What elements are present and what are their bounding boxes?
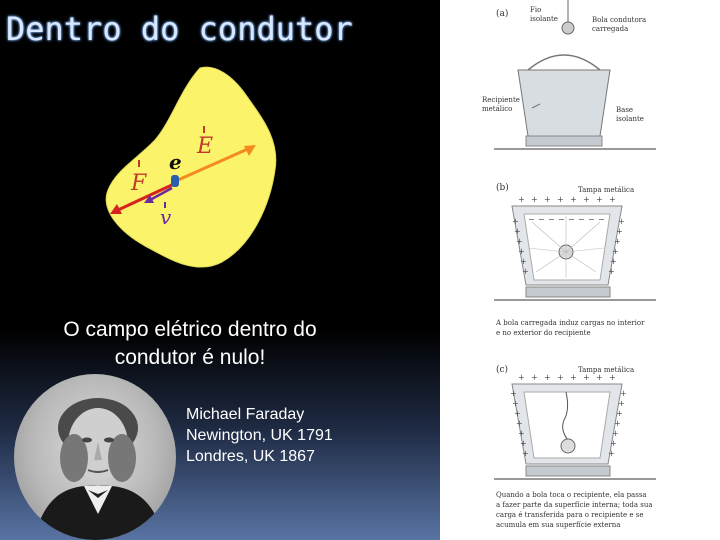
- slide-caption: [20, 316, 360, 372]
- force-label: F: [131, 171, 147, 196]
- charge-plus-b: +: [596, 195, 603, 204]
- bio-death: Londres, UK 1867: [186, 448, 315, 465]
- field-label: E: [197, 134, 214, 159]
- charge-plus-b: +: [520, 257, 527, 266]
- conductor-diagram: [0, 0, 440, 300]
- charge-plus-c: +: [583, 373, 590, 382]
- label-lid-b: Tampa metálica: [578, 186, 635, 194]
- charge-minus-b: −: [568, 215, 575, 224]
- charge-plus-c: +: [520, 439, 527, 448]
- velocity-label: v: [160, 205, 172, 229]
- base-b: [526, 287, 610, 297]
- charge-plus-b: +: [609, 195, 616, 204]
- base-c: [526, 466, 610, 476]
- base-a: [526, 136, 602, 146]
- charge-plus-b: +: [583, 195, 590, 204]
- charge-plus-c: +: [544, 373, 551, 382]
- charge-plus-c: +: [522, 449, 529, 458]
- electron-label: e: [169, 150, 182, 174]
- charge-minus-b: −: [538, 215, 545, 224]
- charge-plus-c: +: [518, 429, 525, 438]
- electron: [171, 175, 179, 187]
- charge-minus-b: −: [578, 215, 585, 224]
- charge-plus-c: +: [510, 389, 517, 398]
- charge-minus-b: −: [528, 215, 535, 224]
- slide-title: Dentro do condutor: [6, 10, 353, 48]
- charge-plus-c: +: [531, 373, 538, 382]
- panel-a-label: (a): [496, 9, 509, 19]
- note-c-3: carga é transferida para o recipiente e se: [496, 511, 644, 519]
- panel-c-label: (c): [496, 365, 509, 375]
- note-c-4: acumula em sua superfície externa: [496, 521, 621, 529]
- label-lid-c: Tampa metálica: [578, 366, 635, 374]
- label-charged-ball-2: carregada: [592, 25, 629, 33]
- charge-plus-b: +: [522, 267, 529, 276]
- charged-ball-c: [561, 439, 575, 453]
- bucket-a: [518, 70, 610, 136]
- note-b-1: A bola carregada induz cargas no interior: [496, 319, 645, 327]
- charge-plus-c: +: [512, 399, 519, 408]
- charge-plus-b: +: [518, 247, 525, 256]
- charged-ball-a: [562, 22, 574, 34]
- charge-plus-c: +: [616, 409, 623, 418]
- note-c-2: a fazer parte da superfície interna; toda sua: [496, 501, 653, 509]
- bio-birth: Newington, UK 1791: [186, 427, 333, 444]
- bio-name: Michael Faraday: [186, 406, 305, 423]
- label-charged-ball: Bola condutora: [592, 16, 647, 24]
- charge-plus-b: +: [608, 267, 615, 276]
- label-insulating-wire-2: isolante: [530, 15, 558, 23]
- ice-pail-drawing: [440, 0, 720, 540]
- charge-plus-b: +: [516, 237, 523, 246]
- faraday-portrait: [14, 374, 176, 540]
- caption-line-1: O campo elétrico dentro do: [63, 318, 317, 341]
- note-c-1: Quando a bola toca o recipiente, ela passa: [496, 491, 647, 499]
- charge-plus-b: +: [612, 247, 619, 256]
- charge-plus-c: +: [612, 429, 619, 438]
- charge-plus-b: +: [614, 237, 621, 246]
- charge-plus-c: +: [614, 419, 621, 428]
- charge-minus-b: −: [548, 215, 555, 224]
- charge-plus-b: +: [514, 227, 521, 236]
- charge-minus-b: −: [588, 215, 595, 224]
- charge-plus-c: +: [620, 389, 627, 398]
- charge-plus-c: +: [596, 373, 603, 382]
- charge-plus-b: +: [512, 217, 519, 226]
- label-insulating-base: Base: [616, 106, 634, 114]
- label-metal-container: Recipiente: [482, 96, 520, 104]
- charge-plus-b: +: [570, 195, 577, 204]
- charge-plus-c: +: [618, 399, 625, 408]
- conductor-body: [106, 67, 276, 267]
- charge-plus-b: +: [557, 195, 564, 204]
- charge-plus-b: +: [616, 227, 623, 236]
- label-insulating-base-2: isolante: [616, 115, 644, 123]
- faraday-ice-pail-figure: [440, 0, 720, 540]
- charge-plus-b: +: [518, 195, 525, 204]
- label-metal-container-2: metálico: [482, 105, 513, 113]
- faraday-bio: [186, 404, 333, 467]
- portrait-drawing: [14, 374, 176, 540]
- caption-line-2: condutor é nulo!: [114, 346, 266, 369]
- charge-plus-c: +: [557, 373, 564, 382]
- charge-plus-c: +: [516, 419, 523, 428]
- panel-b-label: (b): [496, 183, 509, 193]
- charge-plus-c: +: [608, 449, 615, 458]
- charge-plus-b: +: [618, 217, 625, 226]
- charge-plus-c: +: [570, 373, 577, 382]
- charge-plus-b: +: [544, 195, 551, 204]
- charge-plus-c: +: [610, 439, 617, 448]
- note-b-2: e no exterior do recipiente: [496, 329, 591, 337]
- charge-minus-b: −: [598, 215, 605, 224]
- charge-plus-b: +: [610, 257, 617, 266]
- charge-plus-c: +: [609, 373, 616, 382]
- charge-plus-b: +: [531, 195, 538, 204]
- charge-minus-b: −: [558, 215, 565, 224]
- charge-plus-c: +: [514, 409, 521, 418]
- label-insulating-wire: Fio: [530, 6, 542, 14]
- charge-plus-c: +: [518, 373, 525, 382]
